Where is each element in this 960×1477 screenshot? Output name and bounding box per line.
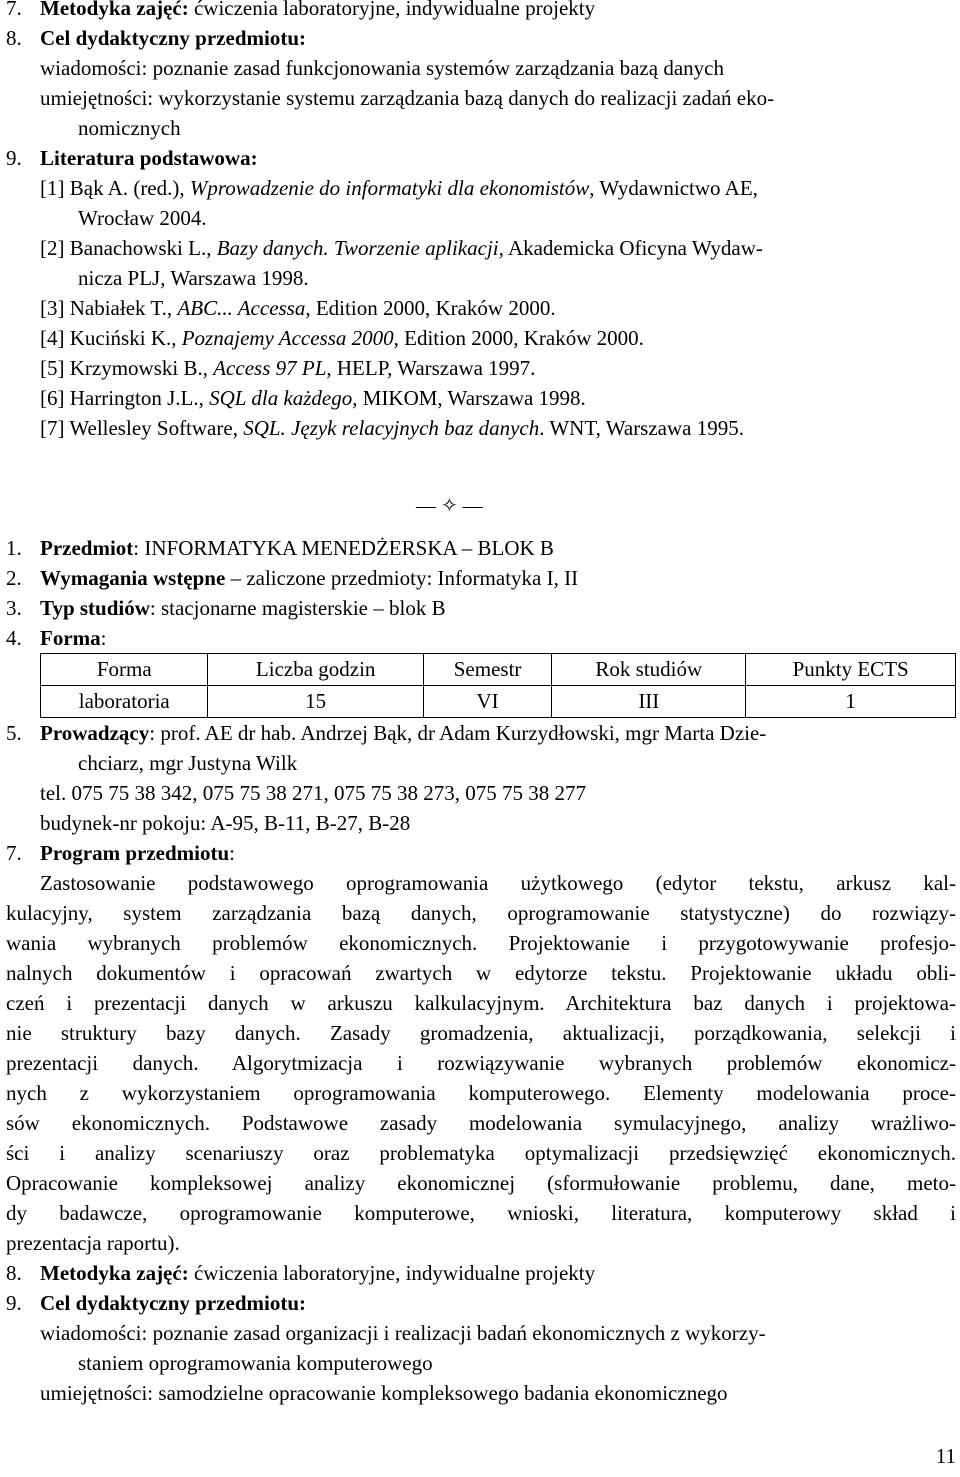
item-8-methods: 8. Metodyka zajęć: ćwiczenia laboratoryjne, indywidualne projekty bbox=[6, 1261, 596, 1285]
table-header-cell: Liczba godzin bbox=[208, 654, 423, 686]
table-cell: III bbox=[552, 686, 746, 718]
literature-item-6: [6] Harrington J.L., SQL dla każdego, MIKOM, Warszawa 1998. bbox=[40, 386, 586, 410]
literature-item-7: [7] Wellesley Software, SQL. Język relacyjnych baz danych. WNT, Warszawa 1995. bbox=[40, 416, 744, 440]
program-line: sów ekonomicznych. Podstawowe zasady modelowania symulacyjnego, analizy wrażliwo- bbox=[6, 1111, 956, 1135]
program-paragraph bbox=[6, 868, 956, 1258]
literature-item-5: [5] Krzymowski B., Access 97 PL, HELP, Warszawa 1997. bbox=[40, 356, 536, 380]
program-line: czeń i prezentacji danych w arkuszu kalkulacyjnym. Architektura baz danych i projektowa- bbox=[6, 991, 956, 1015]
program-line: Zastosowanie podstawowego oprogramowania użytkowego (edytor tekstu, arkusz kal- bbox=[40, 871, 956, 895]
page-number: 11 bbox=[935, 1444, 956, 1468]
literature-item-1: [1] Bąk A. (red.), Wprowadzenie do informatyki dla ekonomistów, Wydawnictwo AE, bbox=[40, 176, 758, 200]
literature-item-1-cont: Wrocław 2004. bbox=[78, 206, 207, 230]
item-7-methods: 7. Metodyka zajęć: ćwiczenia laboratoryjne, indywidualne projekty bbox=[6, 0, 596, 20]
table-cell: 1 bbox=[746, 686, 956, 718]
literature-item-3: [3] Nabiałek T., ABC... Accessa, Edition 2000, Kraków 2000. bbox=[40, 296, 556, 320]
program-line-last: prezentacja raportu). bbox=[6, 1231, 180, 1255]
program-line: ści i analizy scenariuszy oraz problematyka optymalizacji przedsięwzięć ekonomicznych. bbox=[6, 1141, 956, 1165]
program-line: prezentacji danych. Algorytmizacja i rozwiązywanie wybranych problemów ekonomicz- bbox=[6, 1051, 956, 1075]
table-header-cell: Rok studiów bbox=[552, 654, 746, 686]
table-cell: laboratoria bbox=[41, 686, 208, 718]
item-4-form: 4. Forma: bbox=[6, 626, 107, 650]
literature-item-4: [4] Kuciński K., Poznajemy Accessa 2000, Edition 2000, Kraków 2000. bbox=[40, 326, 644, 350]
item-9-goal: 9. Cel dydaktyczny przedmiotu: bbox=[6, 1291, 306, 1315]
table-header-cell: Semestr bbox=[423, 654, 551, 686]
item-5-lecturers: 5. Prowadzący: prof. AE dr hab. Andrzej Bąk, dr Adam Kurzydłowski, mgr Marta Dzie- bbox=[6, 721, 767, 745]
item-7-program: 7. Program przedmiotu: bbox=[6, 841, 235, 865]
section-separator bbox=[6, 443, 956, 533]
skills-line: umiejętności: wykorzystanie systemu zarządzania bazą danych do realizacji zadań eko- bbox=[40, 86, 775, 110]
table-header-row bbox=[41, 654, 956, 686]
table-cell: VI bbox=[423, 686, 551, 718]
table-header-cell: Punkty ECTS bbox=[746, 654, 956, 686]
program-line: wania wybranych problemów ekonomicznych. Projektowanie i przygotowywanie profesjo- bbox=[6, 931, 956, 955]
knowledge-line: wiadomości: poznanie zasad funkcjonowania systemów zarządzania bazą danych bbox=[40, 56, 724, 80]
item-3-study-type: 3. Typ studiów: stacjonarne magisterskie – blok B bbox=[6, 596, 446, 620]
program-line: nie struktury bazy danych. Zasady gromadzenia, aktualizacji, porządkowania, selekcji i bbox=[6, 1021, 956, 1045]
program-line: dy badawcze, oprogramowanie komputerowe, wnioski, literatura, komputerowy skład i bbox=[6, 1201, 956, 1225]
skills-line: umiejętności: samodzielne opracowanie kompleksowego badania ekonomicznego bbox=[40, 1381, 728, 1405]
table-cell: 15 bbox=[208, 686, 423, 718]
table-row bbox=[41, 686, 956, 718]
diamond-separator-icon: — ✧ — bbox=[416, 495, 483, 517]
item-8-goal: 8. Cel dydaktyczny przedmiotu: bbox=[6, 26, 306, 50]
building-line: budynek-nr pokoju: A-95, B-11, B-27, B-28 bbox=[40, 811, 411, 835]
item-5-lecturers-cont: chciarz, mgr Justyna Wilk bbox=[78, 751, 298, 775]
knowledge-line-cont: staniem oprogramowania komputerowego bbox=[78, 1351, 433, 1375]
item-1-subject: 1. Przedmiot: INFORMATYKA MENEDŻERSKA – BLOK B bbox=[6, 536, 554, 560]
item-9-literature: 9. Literatura podstawowa: bbox=[6, 146, 258, 170]
program-line: kulacyjny, system zarządzania bazą danych, oprogramowanie statystyczne) do rozwiązy- bbox=[6, 901, 956, 925]
item-2-requirements: 2. Wymagania wstępne – zaliczone przedmioty: Informatyka I, II bbox=[6, 566, 579, 590]
phone-line: tel. 075 75 38 342, 075 75 38 271, 075 75 38 273, 075 75 38 277 bbox=[40, 781, 586, 805]
program-line: nalnych dokumentów i opracowań zwartych w edytorze tekstu. Projektowanie układu obli- bbox=[6, 961, 956, 985]
knowledge-line: wiadomości: poznanie zasad organizacji i realizacji badań ekonomicznych z wykorzy- bbox=[40, 1321, 766, 1345]
program-line: Opracowanie kompleksowej analizy ekonomicznej (sformułowanie problemu, dane, meto- bbox=[6, 1171, 956, 1195]
document-page bbox=[6, 0, 956, 1408]
table-header-cell: Forma bbox=[41, 654, 208, 686]
literature-item-2-cont: nicza PLJ, Warszawa 1998. bbox=[78, 266, 309, 290]
program-line: nych z wykorzystaniem oprogramowania komputerowego. Elementy modelowania proce- bbox=[6, 1081, 956, 1105]
form-table bbox=[40, 653, 956, 718]
skills-line-cont: nomicznych bbox=[78, 116, 181, 140]
literature-item-2: [2] Banachowski L., Bazy danych. Tworzenie aplikacji, Akademicka Oficyna Wydaw- bbox=[40, 236, 763, 260]
